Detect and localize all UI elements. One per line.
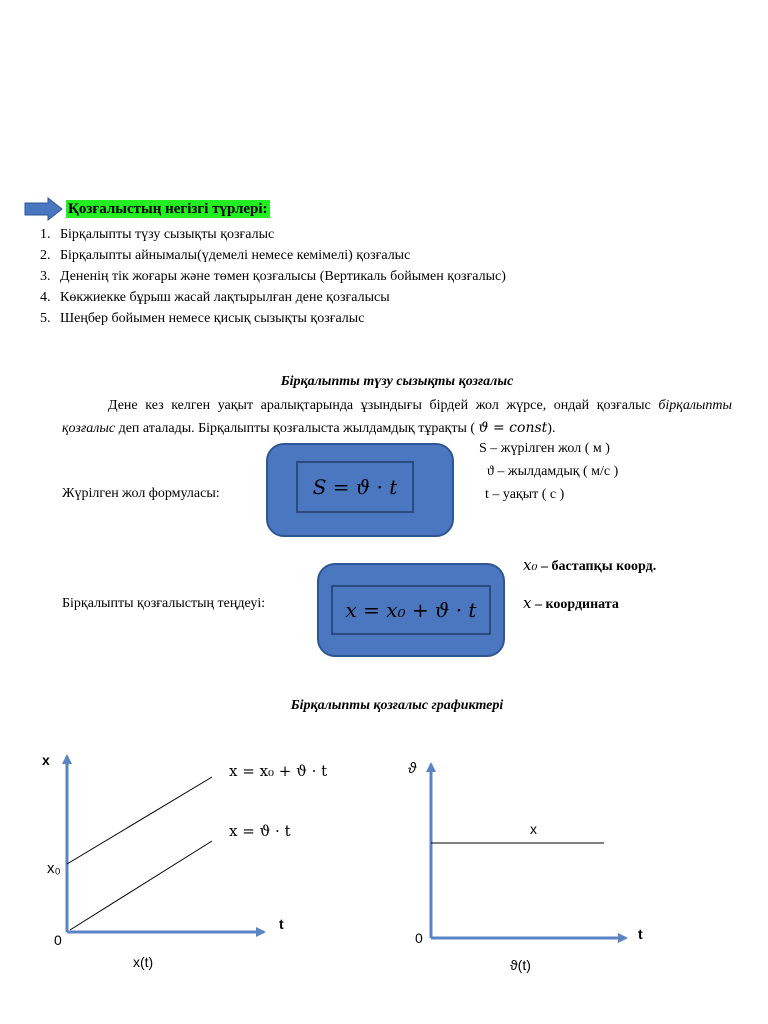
para-italic-term: бірқалыпты қозғалыс (62, 398, 733, 436)
graph2-line-label: x (530, 821, 537, 837)
para-text: Дене кез келген уақыт аралықтарында ұзындығы бірдей жол жүрсе, ондай қозғалыс (108, 398, 651, 413)
path-formula-label: Жүрілген жол формуласы: (62, 486, 220, 501)
legend-x-symbol: x (523, 594, 532, 612)
legend-x-text: – координата (531, 597, 619, 612)
graph1-caption: x(t) (133, 954, 154, 970)
legend-t: t – уақыт ( с ) (485, 487, 565, 502)
list-text: Шеңбер бойымен немесе қисық сызықты қозғалыс (60, 311, 365, 326)
graph-v-t (380, 740, 670, 990)
motion-equation-formula: x = x₀ + ϑ · t (331, 585, 491, 635)
arrow-icon (24, 197, 64, 221)
list-text: Бірқалыпты айнымалы(үдемелі немесе кемімелі) қозғалыс (60, 248, 411, 263)
graph1-x0-label: x₀ (47, 860, 61, 877)
legend-x0 (523, 556, 656, 575)
graph1-line2-label: x = ϑ · t (229, 822, 291, 840)
path-formula-box (266, 443, 454, 537)
path-formula: S = ϑ · t (296, 461, 414, 513)
para-text: ). (547, 421, 556, 436)
list-item (40, 308, 506, 329)
list-number: 3. (40, 269, 51, 284)
definition-paragraph (62, 395, 732, 440)
graph2-y-axis-label: ϑ (408, 760, 417, 777)
list-text: Бірқалыпты түзу сызықты қозғалыс (60, 227, 275, 242)
list-number: 1. (40, 227, 51, 242)
legend-x (523, 594, 619, 613)
list-number: 4. (40, 290, 51, 305)
legend-v: ϑ – жылдамдық ( м/с ) (487, 464, 619, 479)
line-vt (70, 841, 212, 930)
list-item (40, 245, 506, 266)
line-x0-plus-vt (67, 777, 212, 864)
list-text: Көкжиекке бұрыш жасай лақтырылған дене қозғалысы (60, 290, 390, 305)
list-number: 2. (40, 248, 51, 263)
legend-x0-text: – бастапқы коорд. (537, 559, 657, 574)
legend-s: S – жүрілген жол ( м ) (479, 441, 610, 456)
section-title-uniform-motion: Бірқалыпты түзу сызықты қозғалыс (280, 374, 514, 389)
para-formula: ϑ = const (478, 420, 548, 436)
graph2-caption: ϑ(t) (510, 957, 531, 973)
graphs-title: Бірқалыпты қозғалыс графиктері (290, 698, 504, 713)
graph1-x-axis-label: t (279, 916, 284, 932)
para-text: деп аталады. Бірқалыпты қозғалыста жылдамдық тұрақты ( (118, 421, 476, 436)
graph2-origin-label: 0 (415, 930, 423, 946)
list-item (40, 287, 506, 308)
motion-equation-label: Бірқалыпты қозғалыстың теңдеуі: (62, 596, 266, 611)
graph1-origin-label: 0 (54, 932, 62, 948)
graph1-line1-label: x = x₀ + ϑ · t (229, 762, 328, 780)
list-text: Дененің тік жоғары және төмен қозғалысы (Вертикаль бойымен қозғалыс) (60, 269, 506, 284)
list-item (40, 224, 506, 245)
motion-types-list (40, 224, 506, 329)
legend-x0-symbol: x₀ (523, 556, 538, 574)
motion-equation-box (317, 563, 505, 657)
graph2-x-axis-label: t (638, 926, 643, 942)
list-item (40, 266, 506, 287)
section-heading: Қозғалыстың негізгі түрлері: (68, 201, 268, 217)
graph1-y-axis-label: x (42, 752, 50, 768)
list-number: 5. (40, 311, 51, 326)
